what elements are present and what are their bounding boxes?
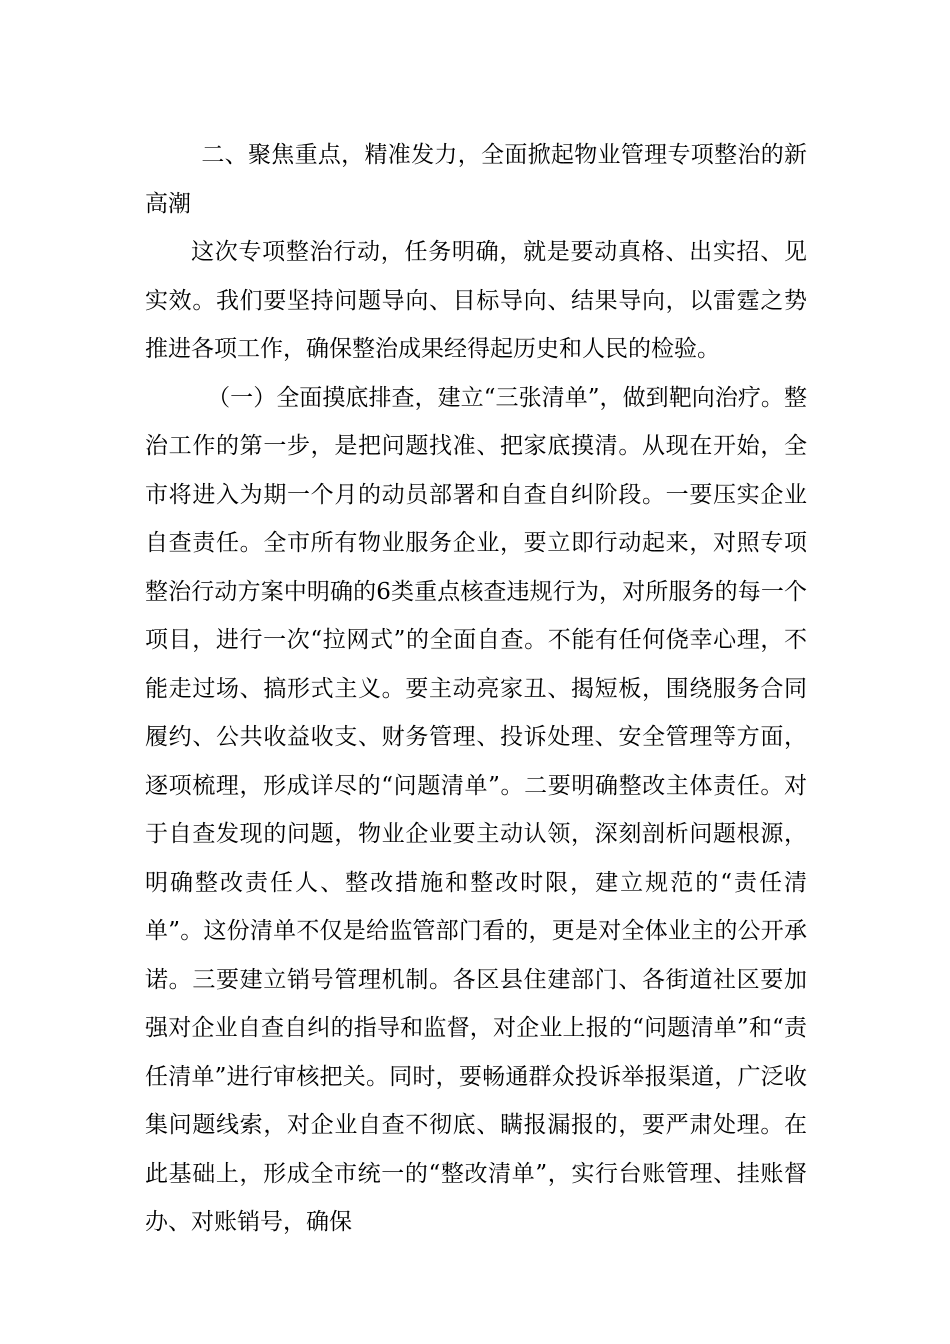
section-heading: 二、聚焦重点，精准发力，全面掀起物业管理专项整治的新高潮 — [145, 142, 807, 217]
subsection-paragraph: （一）全面摸底排查，建立“三张清单”，做到靶向治疗。整治工作的第一步，是把问题找准、把家底摸清。从现在开始，全市将进入为期一个月的动员部署和自查自纠阶段。一要压实企业自查责任。全市所有物业服务企业，要立即行动起来，对照专项整治行动方案中明确的6类重点核查违规行为，对所服务的每一个项目，进行一次“拉网式”的全面自查。不能有任何侥幸心理，不能走过场、搞形式主义。要主动亮家丑、揭短板，围绕服务合同履约、公共收益收支、财务管理、投诉处理、安全管理等方面，逐项梳理，形成详尽的“问题清单”。二要明确整改主体责任。对于自查发现的问题，物业企业要主动认领，深刻剖析问题根源，明确整改责任人、整改措施和整改时限，建立规范的“责任清单”。这份清单不仅是给监管部门看的，更是对全体业主的公开承诺。三要建立销号管理机制。各区县住建部门、各街道社区要加强对企业自查自纠的指导和监督，对企业上报的“问题清单”和“责任清单”进行审核把关。同时，要畅通群众投诉举报渠道，广泛收集问题线索，对企业自查不彻底、瞒报漏报的，要严肃处理。在此基础上，形成全市统一的“整改清单”，实行台账管理、挂账督办、对账销号，确保 — [145, 384, 807, 1235]
intro-paragraph: 这次专项整治行动，任务明确，就是要动真格、出实招、见实效。我们要坚持问题导向、目标导向、结果导向，以雷霆之势推进各项工作，确保整治成果经得起历史和人民的检验。 — [145, 239, 807, 362]
document-body — [145, 131, 807, 1247]
